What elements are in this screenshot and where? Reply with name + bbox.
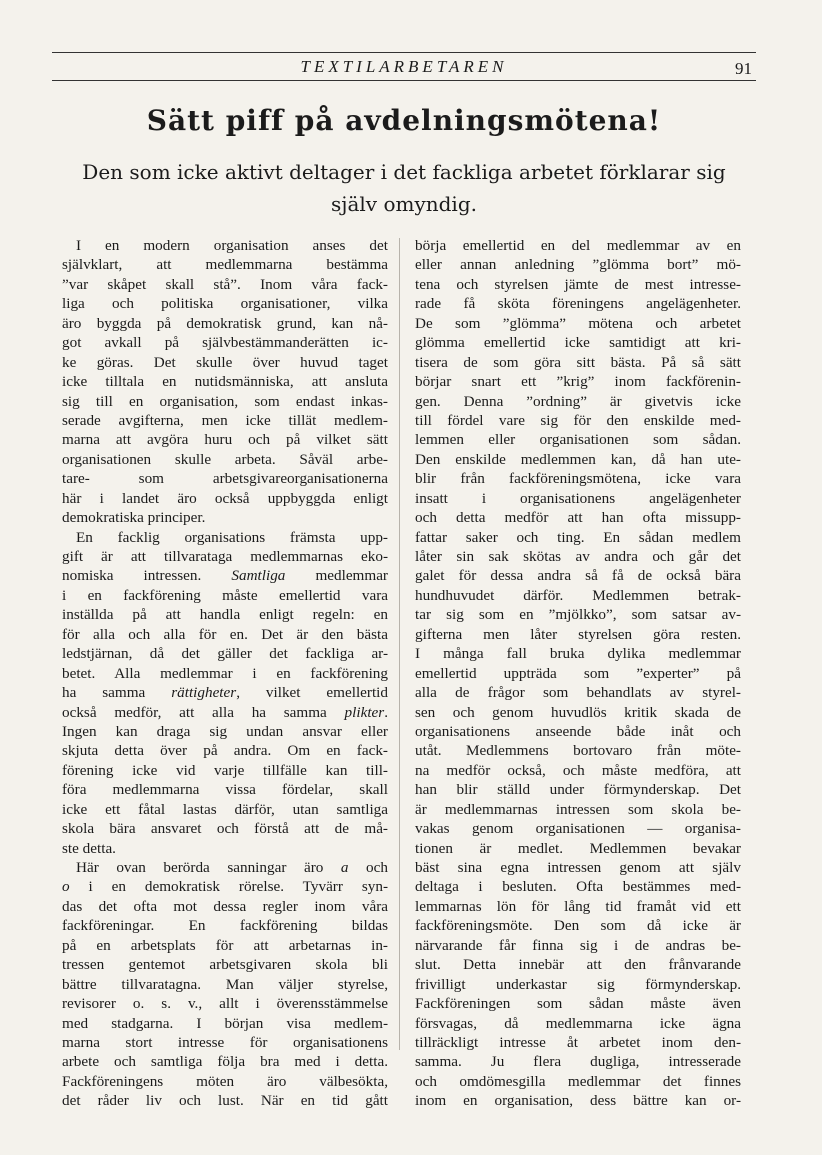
text-line: blir från fackföreningsmötena, icke vara <box>415 470 741 488</box>
header-rule-bottom <box>52 80 756 81</box>
text-line: tena och styrelsen jämte de mest intresse- <box>415 275 741 293</box>
text-line: sen och genom huvudlös kritik skada de <box>415 703 741 721</box>
text-line: Den enskilde medlemmen kan, då han ute- <box>415 450 741 468</box>
text-line: o i en demokratisk rörelse. Tyvärr syn- <box>62 878 388 896</box>
text-line: marna att avgöra huru och på vilket sätt <box>62 431 388 449</box>
text-line: das det ofta mot dessa regler inom våra <box>62 897 388 915</box>
text-line: ke göras. Det skulle över huvud taget <box>62 353 388 371</box>
text-line: tar sig som en ”mjölkko”, som satsar av- <box>415 606 741 624</box>
text-line: lemmen eller organisationen som sådan. <box>415 431 741 449</box>
text-line: är medlemmarnas intressen som skola be- <box>415 800 741 818</box>
text-line: skola bära ansvaret och förstå att de må- <box>62 820 388 838</box>
text-line: De som ”glömma” mötena och arbetet <box>415 314 741 332</box>
text-line: glömma emellertid icke samtidigt att kri- <box>415 334 741 352</box>
text-line: gifterna men låter styrelsen göra resten. <box>415 625 741 643</box>
text-line: sig till en organisation, som endast inkas- <box>62 392 388 410</box>
text-line: Fackföreningen som sådan måste även <box>415 995 741 1013</box>
text-line: nomiska intressen. Samtliga medlemmar <box>62 567 388 585</box>
running-head <box>52 56 756 78</box>
text-line: rade få sköta föreningens angelägenheter. <box>415 295 741 313</box>
text-line: äro byggda på demokratisk grund, kan nå- <box>62 314 388 332</box>
text-line: ha samma rättigheter, vilket emellertid <box>62 684 388 702</box>
left-column <box>62 236 388 1111</box>
text-line: slut. Detta innebär att den frånvarande <box>415 956 741 974</box>
text-line: eller annan anledning ”glömma bort” mö- <box>415 256 741 274</box>
text-line: organisationens anseende både inåt och <box>415 722 741 740</box>
text-line: förening icke vid varje tillfälle kan till- <box>62 761 388 779</box>
text-line: betet. Alla medlemmar i en fackförening <box>62 664 388 682</box>
text-line: också medför, att alla ha samma plikter. <box>62 703 388 721</box>
text-line: Fackföreningens möten äro välbesökta, <box>62 1072 388 1090</box>
text-line: icke tilltala en nutidsmänniska, att ansluta <box>62 373 388 391</box>
text-line: föra medlemmarna vissa fördelar, skall <box>62 781 388 799</box>
text-line: inom en organisation, dess bättre kan or- <box>415 1092 741 1110</box>
text-line: fackföreningsmöte. Den som då icke är <box>415 917 741 935</box>
text-line: lemmarnas lön för lång tid framåt vid ett <box>415 897 741 915</box>
text-line: I många fall bruka dylika medlemmar <box>415 645 741 663</box>
text-line: fattar saker och ting. En sådan medlem <box>415 528 741 546</box>
text-line: på en arbetsplats för att arbetarnas in- <box>62 936 388 954</box>
text-line: tressen gentemot arbetsgivaren skola bli <box>62 956 388 974</box>
text-line: samma. Ju flera dugliga, intresserade <box>415 1053 741 1071</box>
text-line: i en fackförening måste emellertid vara <box>62 586 388 604</box>
text-line: ste detta. <box>62 839 116 857</box>
text-line: deltaga i besluten. Ofta bestämmes med- <box>415 878 741 896</box>
text-line: arbete och samtliga följa bra med i detta. <box>62 1053 388 1071</box>
text-line: gift är att tillvarataga medlemmarnas eko- <box>62 548 388 565</box>
text-line: insatt i organisationens angelägenheter <box>415 489 741 507</box>
text-line: här i landet äro också uppbyggda enligt <box>62 489 388 507</box>
text-line: serade avgifterna, men icke tillät medlem- <box>62 411 388 429</box>
publication-title: TEXTILARBETAREN <box>300 57 508 76</box>
text-line: han blir ställd under förmynderskap. Det <box>415 781 741 799</box>
text-line: icke ett fåtal lastas därför, utan samtliga <box>62 800 388 818</box>
text-line: börjar snart ett ”krig” inom fackförenin- <box>415 373 741 391</box>
text-line: det råder liv och lust. När en tid gått <box>62 1092 388 1110</box>
text-line: revisorer o. s. v., allt i överensstämmelse <box>62 995 388 1013</box>
text-line: inställda på att handla enligt regeln: en <box>62 606 388 624</box>
text-line: emellertid uppträda som ”experter” på <box>415 664 741 682</box>
text-line: got avkall på självbestämmanderätten ic- <box>62 334 388 352</box>
text-line: bäst sina egna intressen genom att själv <box>415 859 741 876</box>
text-line: frivilligt underkastar sig förmynderskap. <box>415 975 741 993</box>
text-line: försvagas, då medlemmarna icke ägna <box>415 1014 741 1032</box>
article-subhead: Den som icke aktivt deltager i det fackliga arbetet förklarar sig själv omyndig. <box>82 160 726 216</box>
text-line: Här ovan berörda sanningar äro a och <box>76 859 388 876</box>
header-rule-top <box>52 52 756 53</box>
text-line: fackföreningar. En fackförening bildas <box>62 917 388 935</box>
text-line: med stadgarna. I början visa medlem- <box>62 1014 388 1032</box>
column-divider <box>399 238 400 1050</box>
text-line: marna stort intresse för organisationens <box>62 1033 388 1051</box>
text-line: gen. Denna ”ordning” är givetvis icke <box>415 392 741 410</box>
text-line: skjuta detta över på andra. Om en fack- <box>62 742 388 760</box>
text-line: I en modern organisation anses det <box>76 237 388 254</box>
text-line: liga och politiska organisationer, vilka <box>62 295 388 313</box>
text-line: ledstjärnan, då det gäller det fackliga ar- <box>62 645 388 663</box>
text-line: närvarande får finna sig i de andras be- <box>415 936 741 954</box>
text-line: alla de frågor som behandlats av styrel- <box>415 684 741 702</box>
text-line: bättre tillvaratagna. Man väljer styrelse, <box>62 975 388 993</box>
text-line: En facklig organisations främsta upp- <box>76 528 388 546</box>
text-line: tillräckligt intresse åt arbetet inom den- <box>415 1033 741 1051</box>
article-headline: Sätt piff på avdelningsmötena! <box>146 104 662 137</box>
text-line: tisera de som göra sitt bästa. På så sätt <box>415 353 741 371</box>
text-line: tare- som arbetsgivareorganisationerna <box>62 470 388 488</box>
page-number: 91 <box>735 59 752 78</box>
text-line: börja emellertid en del medlemmar av en <box>415 237 741 254</box>
text-line: tionen är medlet. Medlemmen bevakar <box>415 839 741 857</box>
text-line: vakas genom organisationen — organisa- <box>415 820 741 838</box>
text-line: ”var skåpet skall stå”. Inom våra fack- <box>62 275 388 293</box>
text-line: för alla och alla för en. Det är den bästa <box>62 625 388 643</box>
text-line: självklart, att medlemmarna bestämma <box>62 256 388 274</box>
text-line: och omdömesgilla medlemmar det finnes <box>415 1072 741 1090</box>
text-line: och detta medför att han ofta missupp- <box>415 509 741 527</box>
text-line: na medför också, och måste medföra, att <box>415 761 741 779</box>
text-line: hundhuvudet därför. Medlemmen betrak- <box>415 586 741 604</box>
right-column <box>415 236 741 1111</box>
text-line: Ingen kan draga sig undan ansvar eller <box>62 722 388 740</box>
text-line: demokratiska principer. <box>62 509 206 527</box>
text-line: låter sin sak skötas av andra och går det <box>415 548 741 565</box>
text-line: till fördel vare sig för den enskilde med- <box>415 411 741 429</box>
text-line: organisationen skulle arbeta. Såväl arbe- <box>62 450 388 468</box>
text-line: galet för dessa andra så få de också bära <box>415 567 741 585</box>
text-line: utåt. Medlemmens bortovaro från möte- <box>415 742 741 760</box>
